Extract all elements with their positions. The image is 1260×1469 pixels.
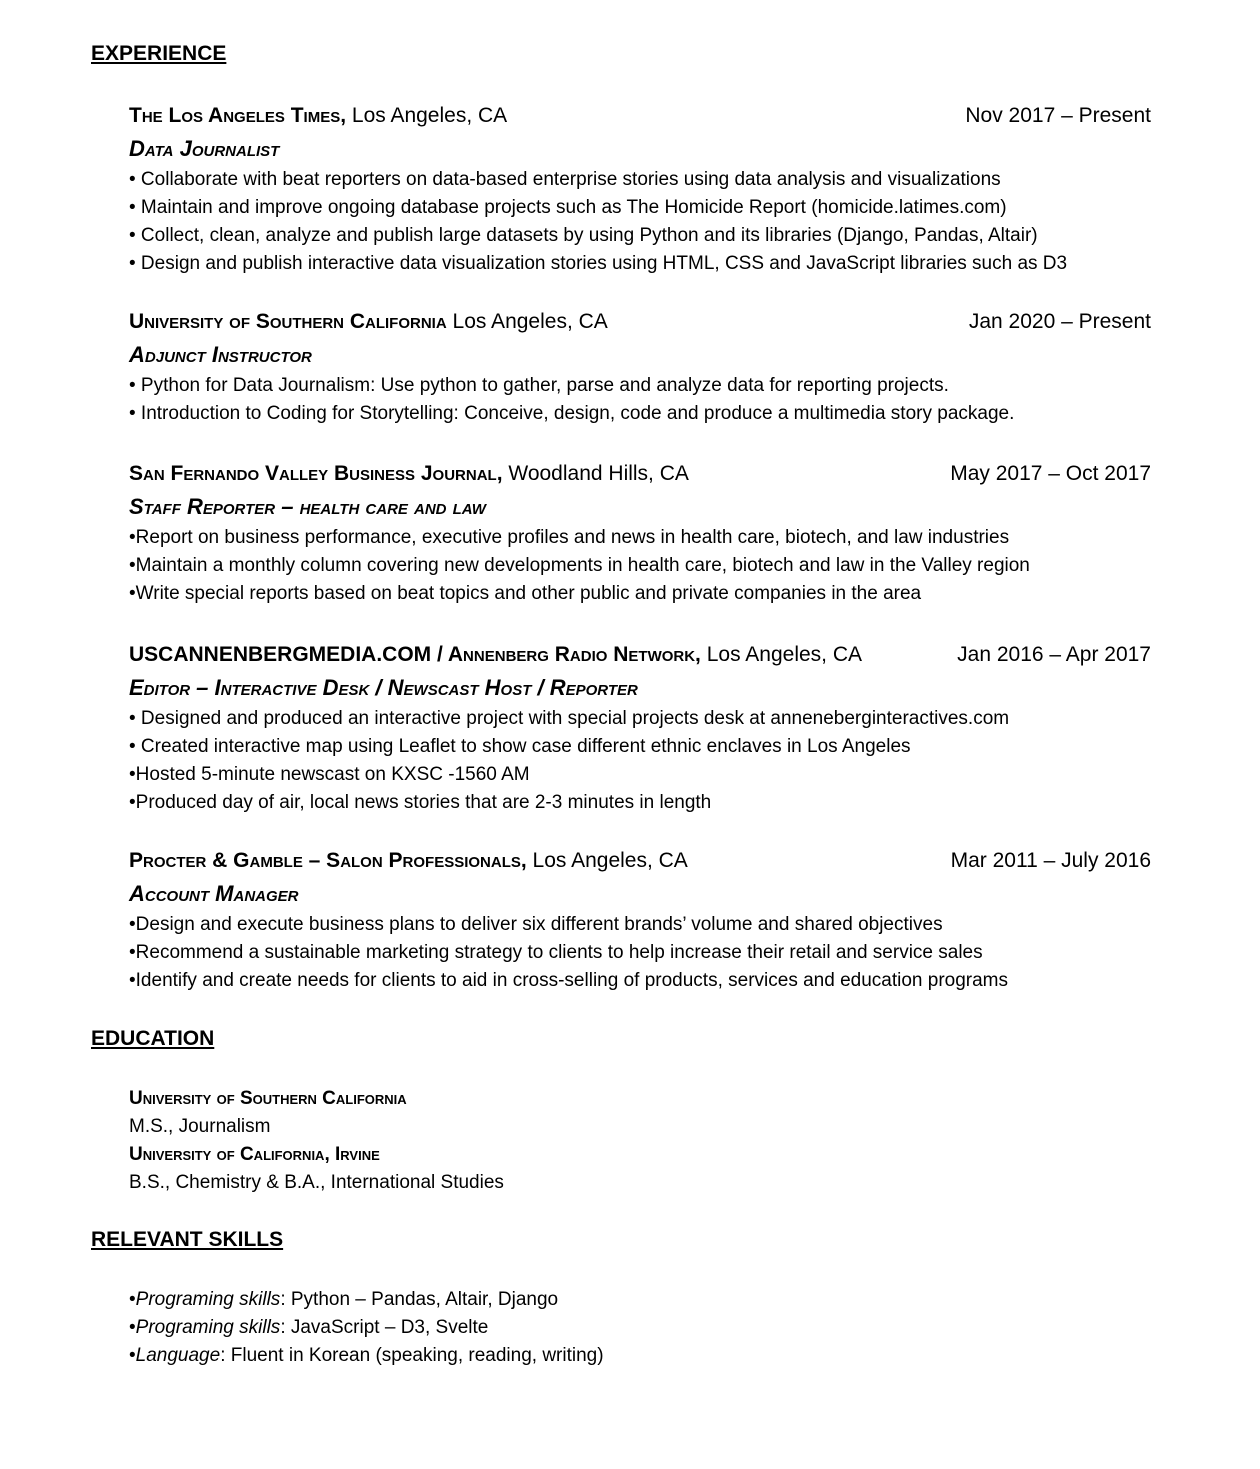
org-location: Los Angeles, CA <box>700 643 863 666</box>
job-title: Adjunct Instructor <box>129 342 312 367</box>
org-name: The Los Angeles Times, <box>129 104 347 127</box>
degree: B.S., Chemistry & B.A., International Studies <box>129 1172 504 1193</box>
job-organization <box>129 458 689 490</box>
skill-item <box>129 1286 604 1314</box>
bullet-item: • Introduction to Coding for Storytelling: Conceive, design, code and produce a multimedia story package. <box>129 403 1015 424</box>
skills-list <box>129 1286 604 1370</box>
job-annenberg <box>129 639 1151 817</box>
bullet-item: • Created interactive map using Leaflet to show case different ethnic enclaves in Los Angeles <box>129 736 911 757</box>
skill-category: Programing skills <box>135 1289 281 1310</box>
skill-item <box>129 1314 604 1342</box>
job-bullets <box>129 524 1151 608</box>
org-location: Los Angeles, CA <box>446 310 608 333</box>
job-usc <box>129 306 1151 428</box>
job-organization <box>129 306 608 338</box>
skill-detail: : Fluent in Korean (speaking, reading, writing) <box>220 1345 604 1366</box>
education-list <box>129 1085 1029 1197</box>
skill-category: Programing skills <box>135 1317 281 1338</box>
education-heading: EDUCATION <box>91 1027 215 1050</box>
bullet-item: • Collect, clean, analyze and publish large datasets by using Python and its libraries (Django, Pandas, Altair) <box>129 225 1038 246</box>
bullet-mark: • <box>129 1345 136 1366</box>
org-name: Procter & Gamble – Salon Professionals, <box>129 849 527 872</box>
job-header <box>129 458 1151 490</box>
experience-heading: EXPERIENCE <box>91 42 227 65</box>
bullet-item: •Identify and create needs for clients to aid in cross-selling of products, services and education programs <box>129 970 1009 991</box>
job-sfvbj <box>129 458 1151 608</box>
bullet-item: • Python for Data Journalism: Use python to gather, parse and analyze data for reporting projects. <box>129 375 949 396</box>
job-header <box>129 639 1151 671</box>
job-dates: Nov 2017 – Present <box>965 104 1151 127</box>
bullet-item: •Design and execute business plans to deliver six different brands’ volume and shared objectives <box>129 914 943 935</box>
job-procter-gamble <box>129 845 1151 995</box>
job-bullets <box>129 705 1151 817</box>
job-header <box>129 845 1151 877</box>
job-dates: Mar 2011 – July 2016 <box>950 849 1151 872</box>
bullet-item: •Hosted 5-minute newscast on KXSC -1560 AM <box>129 764 530 785</box>
skill-item <box>129 1342 604 1370</box>
skill-category: Language <box>135 1345 221 1366</box>
skills-heading: RELEVANT SKILLS <box>91 1228 284 1251</box>
job-dates: Jan 2016 – Apr 2017 <box>957 643 1151 666</box>
bullet-item: • Maintain and improve ongoing database projects such as The Homicide Report (homicide.latimes.com) <box>129 197 1007 218</box>
job-organization <box>129 639 862 671</box>
job-title: Staff Reporter – health care and law <box>129 494 486 519</box>
job-header <box>129 100 1151 132</box>
degree: M.S., Journalism <box>129 1116 271 1137</box>
job-title: Editor – Interactive Desk / Newscast Host / Reporter <box>129 675 638 700</box>
job-header <box>129 306 1151 338</box>
bullet-mark: • <box>129 1289 136 1310</box>
skill-detail: : Python – Pandas, Altair, Django <box>280 1289 559 1310</box>
org-location: Los Angeles, CA <box>526 849 688 872</box>
bullet-item: •Recommend a sustainable marketing strategy to clients to help increase their retail and service sales <box>129 942 983 963</box>
job-organization <box>129 100 507 132</box>
org-name: USCANNENBERGMEDIA.COM / Annenberg Radio Network, <box>129 643 701 666</box>
org-name: San Fernando Valley Business Journal, <box>129 462 503 485</box>
job-dates: Jan 2020 – Present <box>968 310 1151 333</box>
bullet-item: •Report on business performance, executive profiles and news in health care, biotech, and law industries <box>129 527 1010 548</box>
bullet-item: •Maintain a monthly column covering new developments in health care, biotech and law in the Valley region <box>129 555 1030 576</box>
org-name: University of Southern California <box>129 310 447 333</box>
bullet-item: • Collaborate with beat reporters on data-based enterprise stories using data analysis and visualizations <box>129 169 1001 190</box>
skill-detail: : JavaScript – D3, Svelte <box>280 1317 489 1338</box>
school-name: University of California, Irvine <box>129 1144 380 1165</box>
bullet-mark: • <box>129 1317 136 1338</box>
org-location: Los Angeles, CA <box>346 104 508 127</box>
school-name: University of Southern California <box>129 1088 407 1109</box>
job-bullets <box>129 911 1151 995</box>
job-la-times <box>129 100 1151 278</box>
bullet-item: • Designed and produced an interactive project with special projects desk at anneneberginteractives.com <box>129 708 1010 729</box>
job-bullets <box>129 166 1151 278</box>
job-title: Account Manager <box>129 881 299 906</box>
job-dates: May 2017 – Oct 2017 <box>950 462 1151 485</box>
job-title: Data Journalist <box>129 136 280 161</box>
bullet-item: • Design and publish interactive data visualization stories using HTML, CSS and JavaScript libraries such as D3 <box>129 253 1068 274</box>
job-bullets <box>129 372 1151 428</box>
bullet-item: •Produced day of air, local news stories that are 2-3 minutes in length <box>129 792 712 813</box>
bullet-item: •Write special reports based on beat topics and other public and private companies in the area <box>129 583 922 604</box>
org-location: Woodland Hills, CA <box>502 462 689 485</box>
job-organization <box>129 845 688 877</box>
